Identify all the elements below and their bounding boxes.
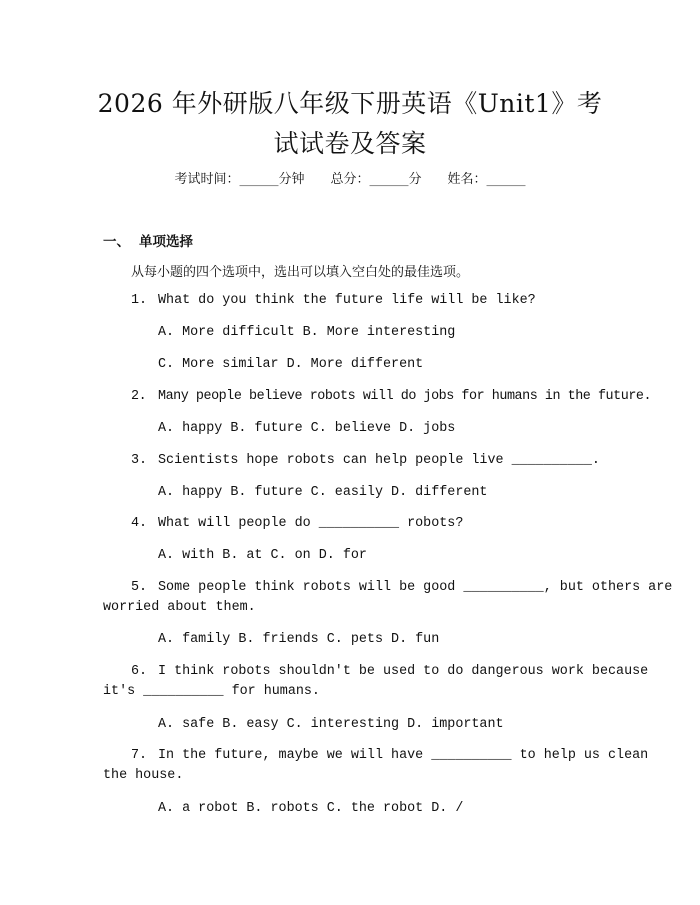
question-4 [131,516,463,531]
question-1-options-a-b: A. More difficult B. More interesting [158,325,456,340]
question-number: 7. [131,748,148,763]
student-name-field: 姓名：______ [447,172,526,187]
question-number: 6. [131,664,148,679]
section-number: 一、 [103,234,130,250]
question-7-continuation: the house. [103,768,184,783]
question-number: 4. [131,516,148,531]
question-text: Many people believe robots will do jobs for humans in the future. [158,389,652,404]
question-7-options: A. a robot B. robots C. the robot D. / [158,801,464,816]
question-6 [131,664,648,679]
question-6-options: A. safe B. easy C. interesting D. important [158,717,504,732]
question-text: In the future, maybe we will have __________ to help us clean [158,748,649,763]
question-text: Some people think robots will be good __________, but others are [158,580,673,595]
question-4-options: A. with B. at C. on D. for [158,548,367,563]
exam-time-field: 考试时间：______分钟 [174,172,305,187]
exam-title-line2: 试试卷及答案 [273,129,427,158]
question-3-options: A. happy B. future C. easily D. different [158,485,488,500]
question-text: What do you think the future life will be like? [158,293,536,308]
question-text: I think robots shouldn't be used to do dangerous work because [158,664,649,679]
question-number: 1. [131,293,148,308]
question-number: 2. [131,389,147,404]
question-2 [131,389,651,404]
section-instruction: 从每小题的四个选项中，选出可以填入空白处的最佳选项。 [131,265,470,280]
question-3 [131,453,600,468]
question-5-options: A. family B. friends C. pets D. fun [158,632,440,647]
question-5 [131,580,672,595]
question-5-continuation: worried about them. [103,600,256,615]
question-7 [131,748,648,763]
question-number: 3. [131,453,148,468]
section-heading [103,230,193,250]
section-title: 单项选择 [139,234,193,250]
question-6-continuation: it's __________ for humans. [103,684,320,699]
question-1 [131,293,536,308]
exam-meta [0,168,700,187]
question-1-options-c-d: C. More similar D. More different [158,357,424,372]
question-text: What will people do __________ robots? [158,516,464,531]
question-number: 5. [131,580,148,595]
exam-title-line1: 2026 年外研版八年级下册英语《Unit1》考 [97,89,603,118]
question-2-options: A. happy B. future C. believe D. jobs [158,421,456,436]
question-text: Scientists hope robots can help people live __________. [158,453,600,468]
total-score-field: 总分：______分 [330,172,422,187]
